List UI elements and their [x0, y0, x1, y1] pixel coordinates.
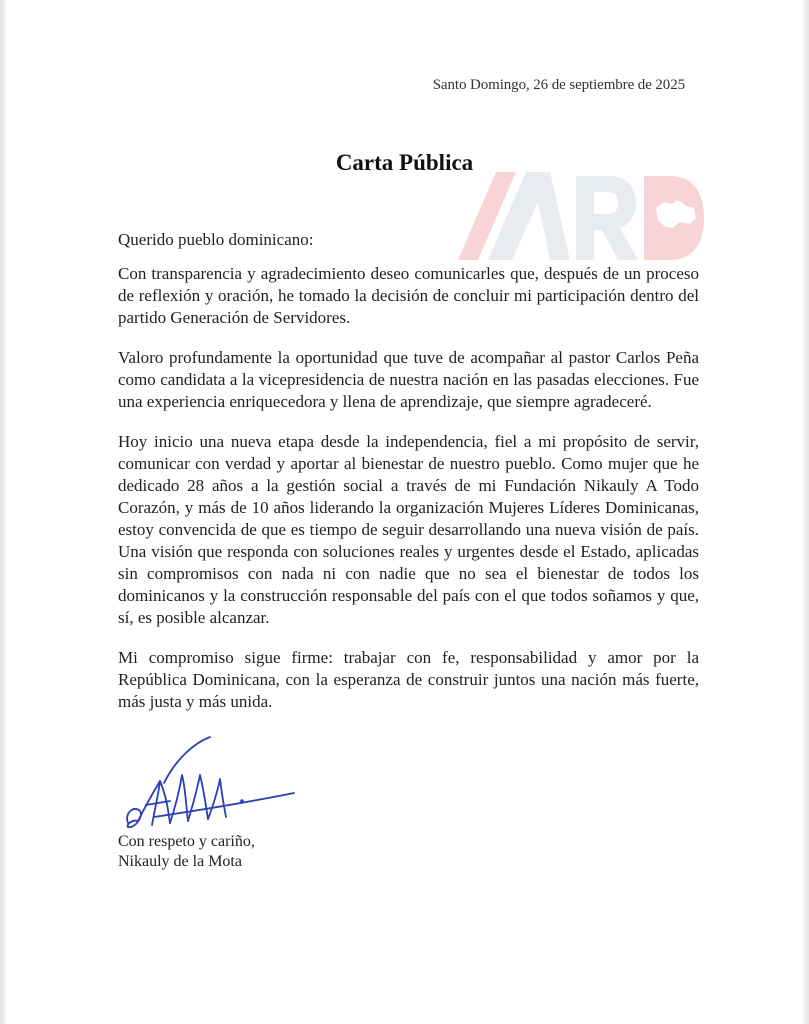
letter-body [118, 229, 699, 731]
paragraph: Hoy inicio una nueva etapa desde la independencia, fiel a mi propósito de servir, comunicar con verdad y aportar al bienestar de nuestro pueblo. Como mujer que he dedicado 28 años a la gestión social a través de mi Fundación Nikauly A Todo Corazón, y más de 10 años liderando la organización Mujeres Líderes Dominicanas, estoy convencida de que es tiempo de seguir desarrollando una nueva visión de país. Una visión que responda con soluciones reales y urgentes desde el Estado, aplicadas sin compromisos con nada ni con nadie que no sea el bienestar de todos los dominicanos y la construcción responsable del país con el que todos soñamos y que, sí, es posible alcanzar. [118, 432, 699, 627]
signatory-name: Nikauly de la Mota [118, 853, 242, 870]
closing-line: Con respeto y cariño, [118, 833, 255, 850]
date-line: Santo Domingo, 26 de septiembre de 2025 [432, 77, 685, 93]
paragraph: Con transparencia y agradecimiento deseo comunicarles que, después de un proceso de reflexión y oración, he tomado la decisión de concluir mi participación dentro del partido Generación de Servidores. [118, 264, 699, 327]
page-edge-right [803, 0, 809, 1024]
letter-title: Carta Pública [335, 150, 474, 175]
handwritten-signature-icon [124, 735, 304, 835]
closing-block [118, 832, 255, 872]
greeting: Querido pueblo dominicano: [118, 230, 314, 249]
paragraph: Valoro profundamente la oportunidad que tuve de acompañar al pastor Carlos Peña como candidata a la vicepresidencia de nuestra nación en las pasadas elecciones. Fue una experiencia enriquecedora y llena de aprendizaje, que siempre agradeceré. [118, 348, 699, 411]
paragraph: Mi compromiso sigue firme: trabajar con fe, responsabilidad y amor por la República Dominicana, con la esperanza de construir juntos una nación más fuerte, más justa y más unida. [118, 648, 699, 711]
letter-page [6, 0, 803, 1024]
